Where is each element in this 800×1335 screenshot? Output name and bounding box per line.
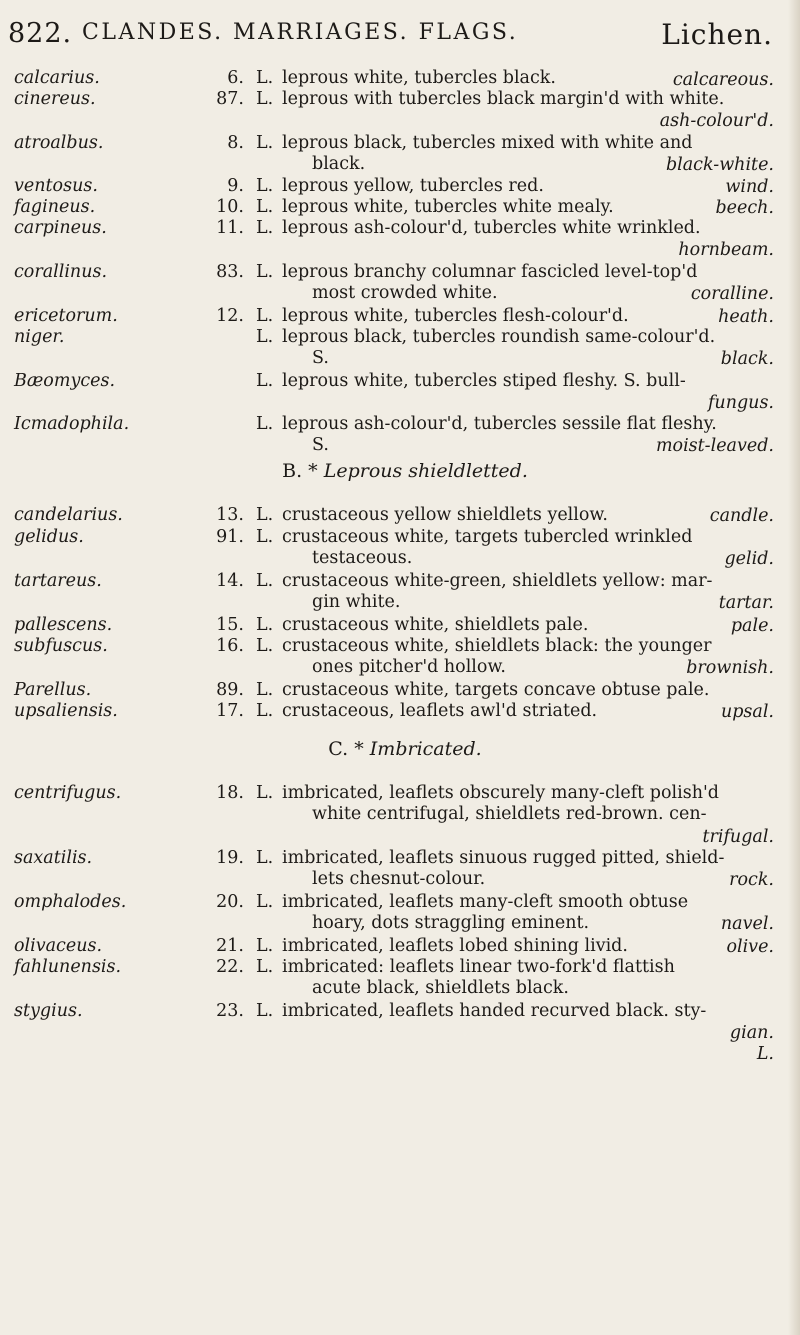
species-number: 23.	[216, 1001, 244, 1021]
latin-name: centrifugus.	[14, 783, 122, 803]
english-name: fungus.	[707, 393, 774, 413]
genus-abbrev: L.	[256, 892, 274, 912]
latin-name: Icmadophila.	[14, 414, 130, 434]
description	[282, 197, 614, 218]
latin-name: upsaliensis.	[14, 701, 118, 721]
english-name: gian.	[729, 1023, 774, 1043]
latin-name: ventosus.	[14, 176, 98, 196]
catchword: L.	[756, 1044, 774, 1064]
description-line: leprous white, tubercles white mealy.	[282, 197, 614, 217]
english-name: ash-colour'd.	[659, 111, 774, 131]
latin-name: ericetorum.	[14, 306, 118, 326]
species-number: 87.	[216, 89, 244, 109]
description-line: leprous white, tubercles stiped fleshy. S. bull-	[282, 371, 686, 391]
english-name: brownish.	[686, 658, 774, 678]
description	[282, 936, 628, 957]
section-title: Imbricated.	[369, 738, 482, 760]
description-line: leprous branchy columnar fascicled level-top'd	[282, 262, 698, 282]
description	[282, 176, 544, 197]
description-line: hoary, dots straggling eminent.	[312, 913, 590, 933]
description-line: leprous yellow, tubercles red.	[282, 176, 544, 196]
description-line: imbricated, leaflets sinuous rugged pitted, shield-	[282, 848, 725, 868]
description-line: imbricated, leaflets many-cleft smooth obtuse	[282, 892, 689, 912]
species-number: 15.	[216, 615, 244, 635]
description	[282, 680, 709, 701]
description	[282, 783, 719, 825]
description-line: imbricated, leaflets obscurely many-cleft polish'd	[282, 783, 719, 803]
genus-heading: Lichen.	[661, 18, 773, 51]
english-name: moist-leaved.	[655, 436, 774, 456]
genus-abbrev: L.	[256, 636, 274, 656]
latin-name: subfuscus.	[14, 636, 108, 656]
genus-abbrev: L.	[256, 701, 274, 721]
description-line: leprous ash-colour'd, tubercles white wrinkled.	[282, 218, 701, 238]
description-line: leprous white, tubercles black.	[282, 68, 556, 88]
english-name: hornbeam.	[678, 240, 774, 260]
species-number: 19.	[216, 848, 244, 868]
genus-abbrev: L.	[256, 197, 274, 217]
description-line: imbricated: leaflets linear two-fork'd flattish	[282, 957, 675, 977]
latin-name: fahlunensis.	[14, 957, 122, 977]
description-line: S.	[312, 435, 329, 455]
description	[282, 327, 715, 369]
species-number: 13.	[216, 505, 244, 525]
description-line: lets chesnut-colour.	[312, 869, 486, 889]
genus-abbrev: L.	[256, 680, 274, 700]
description	[282, 636, 712, 678]
description-line: leprous black, tubercles roundish same-colour'd.	[282, 327, 716, 347]
english-name: beech.	[715, 198, 774, 218]
english-name: black.	[720, 349, 774, 369]
description-line: crustaceous white, targets concave obtuse pale.	[282, 680, 710, 700]
description-line: crustaceous white, shieldlets pale.	[282, 615, 589, 635]
genus-abbrev: L.	[256, 571, 274, 591]
english-name: tartar.	[718, 593, 774, 613]
running-title: CLANDES. MARRIAGES. FLAGS.	[82, 20, 519, 45]
genus-abbrev: L.	[256, 1001, 274, 1021]
species-number: 89.	[216, 680, 244, 700]
description	[282, 848, 724, 890]
species-number: 18.	[216, 783, 244, 803]
genus-abbrev: L.	[256, 176, 274, 196]
description-line: crustaceous white-green, shieldlets yellow: mar-	[282, 571, 713, 591]
english-name: trifugal.	[702, 827, 774, 847]
description-line: most crowded white.	[312, 283, 498, 303]
description-line: gin white.	[312, 592, 401, 612]
section-label: B.	[282, 460, 303, 482]
latin-name: pallescens.	[14, 615, 113, 635]
section-title: Leprous shieldletted.	[323, 460, 528, 482]
latin-name: Bæomyces.	[14, 371, 116, 391]
species-number: 17.	[216, 701, 244, 721]
genus-abbrev: L.	[256, 505, 274, 525]
genus-abbrev: L.	[256, 133, 274, 153]
description-line: ones pitcher'd hollow.	[312, 657, 506, 677]
latin-name: fagineus.	[14, 197, 96, 217]
section-star: *	[354, 738, 364, 760]
description-line: white centrifugal, shieldlets red-brown. cen-	[312, 804, 707, 824]
description	[282, 701, 597, 722]
description-line: acute black, shieldlets black.	[312, 978, 569, 998]
description-line: imbricated, leaflets handed recurved black. sty-	[282, 1001, 707, 1021]
english-name: olive.	[726, 937, 774, 957]
latin-name: niger.	[14, 327, 65, 347]
description-line: leprous with tubercles black margin'd with white.	[282, 89, 725, 109]
species-number: 20.	[216, 892, 244, 912]
genus-abbrev: L.	[256, 783, 274, 803]
description	[282, 306, 629, 327]
species-number: 22.	[216, 957, 244, 977]
english-name: wind.	[725, 177, 774, 197]
english-name: upsal.	[720, 702, 774, 722]
genus-abbrev: L.	[256, 848, 274, 868]
section-heading-c	[0, 738, 800, 760]
description-line: imbricated, leaflets lobed shining livid.	[282, 936, 628, 956]
description	[282, 89, 724, 110]
latin-name: atroalbus.	[14, 133, 104, 153]
section-star: *	[308, 460, 318, 482]
species-number: 10.	[216, 197, 244, 217]
english-name: candle.	[709, 506, 774, 526]
latin-name: candelarius.	[14, 505, 123, 525]
description	[282, 218, 701, 239]
section-label: C.	[328, 738, 349, 760]
description	[282, 371, 686, 392]
genus-abbrev: L.	[256, 306, 274, 326]
description-line: testaceous.	[312, 548, 413, 568]
species-number: 91.	[216, 527, 244, 547]
species-number: 11.	[216, 218, 244, 238]
description	[282, 133, 693, 175]
english-name: pale.	[730, 616, 774, 636]
latin-name: Parellus.	[14, 680, 92, 700]
genus-abbrev: L.	[256, 218, 274, 238]
species-number: 6.	[227, 68, 244, 88]
genus-abbrev: L.	[256, 414, 274, 434]
latin-name: gelidus.	[14, 527, 84, 547]
genus-abbrev: L.	[256, 957, 274, 977]
description	[282, 1001, 706, 1022]
english-name: rock.	[729, 870, 774, 890]
species-number: 8.	[227, 133, 244, 153]
description	[282, 262, 697, 304]
genus-abbrev: L.	[256, 615, 274, 635]
english-name: gelid.	[724, 549, 774, 569]
latin-name: cinereus.	[14, 89, 96, 109]
page-edge-shadow	[788, 0, 800, 1335]
species-number: 16.	[216, 636, 244, 656]
description-line: S.	[312, 348, 329, 368]
english-name: calcareous.	[672, 70, 774, 90]
english-name: heath.	[718, 307, 774, 327]
latin-name: olivaceus.	[14, 936, 103, 956]
description	[282, 571, 712, 613]
latin-name: omphalodes.	[14, 892, 127, 912]
genus-abbrev: L.	[256, 89, 274, 109]
genus-abbrev: L.	[256, 527, 274, 547]
latin-name: corallinus.	[14, 262, 108, 282]
description	[282, 615, 588, 636]
description	[282, 957, 675, 999]
description-line: leprous black, tubercles mixed with white and	[282, 133, 693, 153]
species-number: 21.	[216, 936, 244, 956]
genus-abbrev: L.	[256, 936, 274, 956]
latin-name: saxatilis.	[14, 848, 93, 868]
description	[282, 527, 692, 569]
description	[282, 414, 717, 456]
page-header	[8, 18, 783, 58]
description	[282, 505, 608, 526]
english-name: black-white.	[665, 155, 774, 175]
description-line: black.	[312, 154, 366, 174]
description-line: crustaceous yellow shieldlets yellow.	[282, 505, 608, 525]
description-line: crustaceous, leaflets awl'd striated.	[282, 701, 598, 721]
section-heading-b	[0, 460, 800, 482]
page-number: 822.	[8, 18, 73, 49]
genus-abbrev: L.	[256, 68, 274, 88]
latin-name: stygius.	[14, 1001, 83, 1021]
description-line: crustaceous white, shieldlets black: the younger	[282, 636, 712, 656]
english-name: coralline.	[690, 284, 774, 304]
species-number: 14.	[216, 571, 244, 591]
species-number: 12.	[216, 306, 244, 326]
genus-abbrev: L.	[256, 327, 274, 347]
genus-abbrev: L.	[256, 371, 274, 391]
description-line: leprous ash-colour'd, tubercles sessile flat fleshy.	[282, 414, 717, 434]
latin-name: carpineus.	[14, 218, 107, 238]
english-name: navel.	[720, 914, 774, 934]
latin-name: calcarius.	[14, 68, 100, 88]
description	[282, 892, 688, 934]
genus-abbrev: L.	[256, 262, 274, 282]
description	[282, 68, 556, 89]
species-number: 9.	[227, 176, 244, 196]
species-number: 83.	[216, 262, 244, 282]
description-line: crustaceous white, targets tubercled wrinkled	[282, 527, 693, 547]
latin-name: tartareus.	[14, 571, 102, 591]
description-line: leprous white, tubercles flesh-colour'd.	[282, 306, 629, 326]
